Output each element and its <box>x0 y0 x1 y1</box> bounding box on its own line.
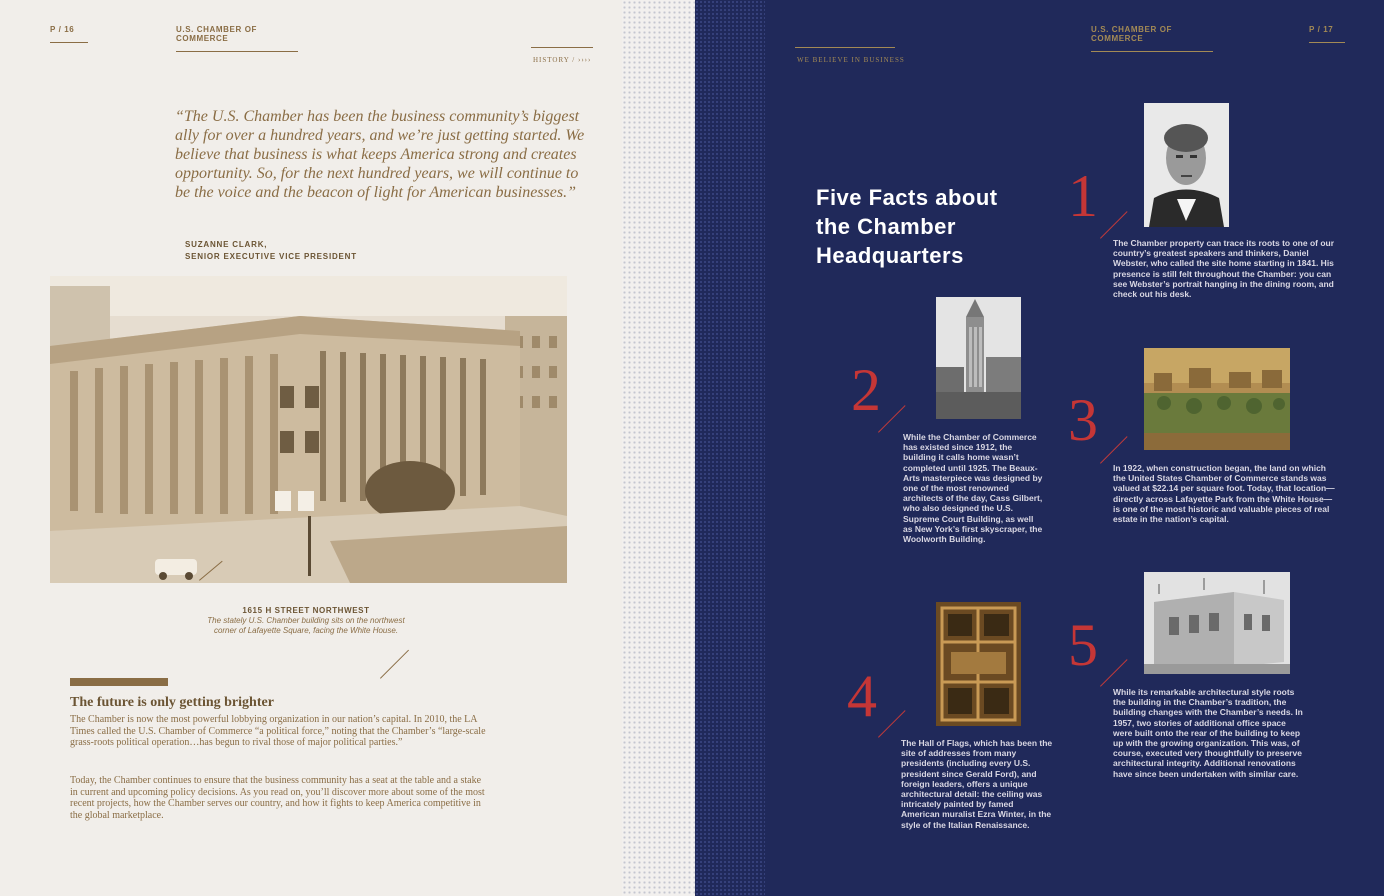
caption-title: 1615 H STREET NORTHWEST <box>242 606 370 615</box>
fact-4-number: 4 <box>847 663 877 729</box>
fact-4-slash <box>878 710 906 738</box>
photo-caption <box>196 606 416 636</box>
fact-3-text: In 1922, when construction began, the land on which the United States Chamber of Commerce stands was valued at $22.14 per square foot. Today, that location—directly across Lafayette Park from the White House—is one of the most historic and valuable pieces of real estate in the nation’s capital. <box>1113 463 1335 525</box>
building-construction-photo <box>1144 572 1290 674</box>
paragraph-1: The Chamber is now the most powerful lobbying organization in our nation’s capital. In 2010, the LA Times called the U.S. Chamber of Commerce “a political force,” noting that the Chamber’s “large-scale grass-roots political operation…has begun to rival those of major political parties.” <box>70 714 486 749</box>
left-page <box>0 0 622 896</box>
fact-5-slash <box>1100 659 1128 687</box>
right-page <box>695 0 1384 896</box>
pull-quote: “The U.S. Chamber has been the business community’s biggest ally for over a hundred years, and we’re just getting started. We believe that business is what keeps America strong and creates opportunity. So, for the next hundred years, we will continue to be the voice and the beacon of light for American businesses.” <box>175 108 585 201</box>
future-heading: The future is only getting brighter <box>70 695 274 710</box>
fact-2-text: While the Chamber of Commerce has existed since 1912, the building it calls home wasn’t completed until 1925. The Beaux-Arts masterpiece was designed by one of the most renowned architects of the day, Cass Gilbert, who also designed the U.S. Supreme Court Building, as well as New York’s first skyscraper, the Woolworth Building. <box>903 432 1043 545</box>
section-label: HISTORY / ›››› <box>533 56 592 64</box>
paragraph-2: Today, the Chamber continues to ensure that the business community has a seat at the table and a stake in current and upcoming policy decisions. As you read on, you’ll discover more about some of the most recent projects, how the Chamber serves our country, and how it fights to keep America competitive in the global marketplace. <box>70 775 485 822</box>
attribution-name: SUZANNE CLARK, <box>185 240 268 249</box>
title-line-3: Headquarters <box>816 243 964 268</box>
left-running-header: U.S. CHAMBER OF COMMERCE <box>176 25 298 52</box>
fact-4-text: The Hall of Flags, which has been the site of addresses from many presidents (including every U.S. president since Gerald Ford), and foreign leaders, offers a unique architectural detail: the ceiling was intricately painted by famed American muralist Ezra Winter, in the style of the Italian Renaissance. <box>901 738 1053 830</box>
daniel-webster-portrait <box>1144 103 1229 227</box>
right-page-number: P / 17 <box>1309 25 1345 43</box>
tagline-rule <box>795 47 895 48</box>
fact-1-slash <box>1100 211 1128 239</box>
fact-3-slash <box>1100 436 1128 464</box>
fact-5-text: While its remarkable architectural style roots the building in the Chamber’s tradition, the building changes with the Chamber’s needs. In 1957, two stories of additional office space were built onto the rear of the building to keep up with the growing organization. This was, of course, executed very thoughtfully to preserve architectural integrity. Additional renovations have since been undertaken with similar care. <box>1113 687 1303 779</box>
dot-pattern-strip <box>695 0 765 896</box>
quote-attribution <box>185 239 357 263</box>
caption-text: The stately U.S. Chamber building sits on the northwest corner of Lafayette Square, facing the White House. <box>207 616 405 635</box>
woolworth-building-photo <box>936 297 1021 419</box>
caption-slash <box>380 650 409 679</box>
fact-5-number: 5 <box>1068 612 1098 678</box>
fact-3-number: 3 <box>1068 387 1098 453</box>
right-running-header: U.S. CHAMBER OF COMMERCE <box>1091 25 1213 52</box>
building-photo <box>50 276 567 583</box>
section-accent-bar <box>70 678 168 686</box>
page-gutter <box>622 0 695 896</box>
facts-title <box>816 183 998 270</box>
fact-1-number: 1 <box>1068 163 1098 229</box>
title-line-1: Five Facts about <box>816 185 998 210</box>
section-rule <box>531 47 593 48</box>
fact-2-slash <box>878 405 906 433</box>
attribution-title: SENIOR EXECUTIVE VICE PRESIDENT <box>185 252 357 261</box>
hall-of-flags-ceiling-photo <box>936 602 1021 726</box>
left-page-number: P / 16 <box>50 25 88 43</box>
lafayette-painting <box>1144 348 1290 450</box>
fact-1-text: The Chamber property can trace its roots to one of our country’s greatest speakers and thinkers, Daniel Webster, who called the site home starting in 1841. His presence is still felt throughout the Chamber: you can see Webster’s portrait hanging in the dining room, and check out his desk. <box>1113 238 1335 300</box>
fact-2-number: 2 <box>851 357 881 423</box>
tagline: WE BELIEVE IN BUSINESS <box>797 56 905 64</box>
title-line-2: the Chamber <box>816 214 956 239</box>
